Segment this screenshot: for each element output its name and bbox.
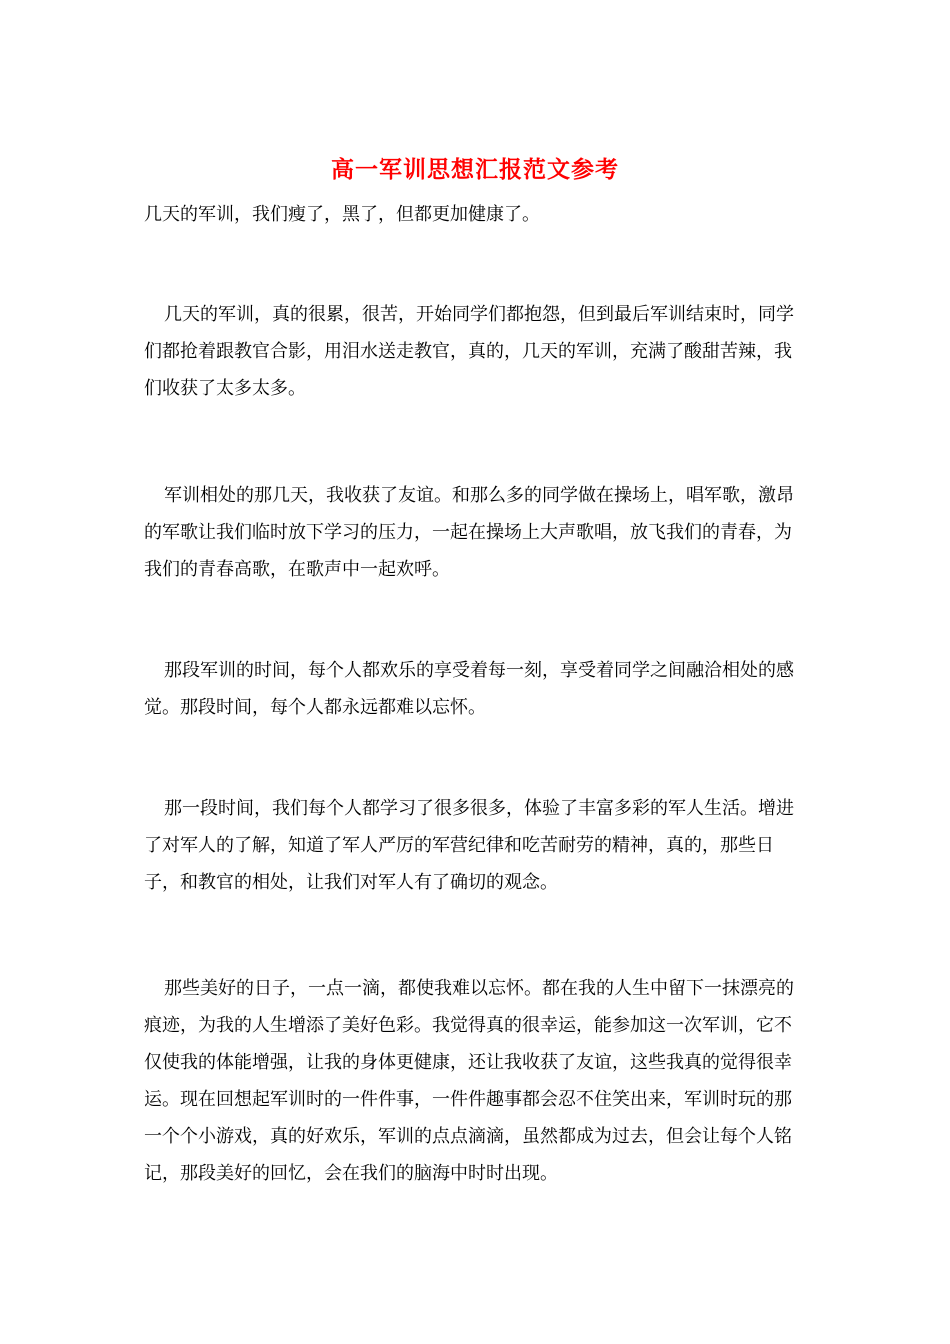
document-title: 高一军训思想汇报范文参考 [331, 156, 619, 183]
intro-line: 几天的军训，我们瘦了，黑了，但都更加健康了。 [144, 204, 540, 225]
paragraph-5: 那些美好的日子，一点一滴，都使我难以忘怀。都在我的人生中留下一抹漂亮的痕迹，为我的人生增添了美好色彩。我觉得真的很幸运，能参加这一次军训，它不仅使我的体能增强，让我的身体更健康，还让我收获了友谊，这些我真的觉得很幸运。现在回想起军训时的一件件事，一件件趣事都会忍不住笑出来，军训时玩的那一个个小游戏，真的好欢乐，军训的点点滴滴，虽然都成为过去，但会让每个人铭记，那段美好的回忆，会在我们的脑海中时时出现。 [144, 978, 794, 1184]
paragraph-4: 那一段时间，我们每个人都学习了很多很多，体验了丰富多彩的军人生活。增进了对军人的了解，知道了军人严厉的军营纪律和吃苦耐劳的精神，真的，那些日子，和教官的相处，让我们对军人有了确切的观念。 [144, 798, 794, 893]
paragraph-3: 那段军训的时间，每个人都欢乐的享受着每一刻，享受着同学之间融洽相处的感觉。那段时间，每个人都永远都难以忘怀。 [144, 660, 794, 718]
paragraph-2: 军训相处的那几天，我收获了友谊。和那么多的同学做在操场上，唱军歌，激昂的军歌让我们临时放下学习的压力，一起在操场上大声歌唱，放飞我们的青春，为我们的青春高歌，在歌声中一起欢呼。 [144, 485, 794, 580]
paragraph-1: 几天的军训，真的很累，很苦，开始同学们都抱怨，但到最后军训结束时，同学们都抢着跟教官合影，用泪水送走教官，真的，几天的军训，充满了酸甜苦辣，我们收获了太多太多。 [144, 304, 794, 399]
